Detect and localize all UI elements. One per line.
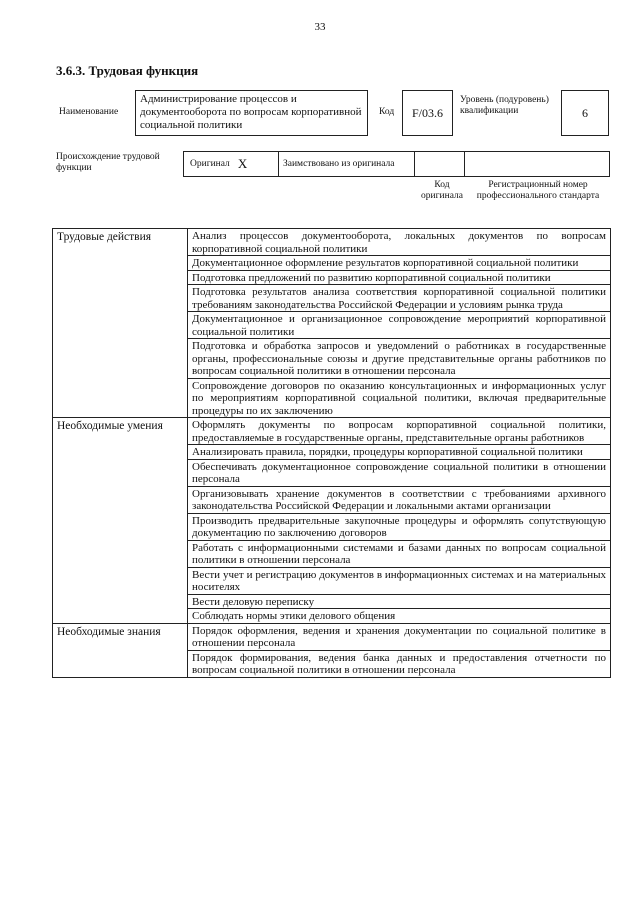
code-label: Код <box>379 107 395 117</box>
item-cell: Соблюдать нормы этики делового общения <box>188 609 611 624</box>
category-cell: Трудовые действия <box>53 229 188 418</box>
item-cell: Подготовка результатов анализа соответствия корпоративной социальной политики требованиям законодательства Российской Федерации и условиям рынка труда <box>188 285 611 312</box>
item-cell: Анализировать правила, порядки, процедуры корпоративной социальной политики <box>188 445 611 460</box>
item-cell: Подготовка предложений по развитию корпоративной социальной политики <box>188 270 611 285</box>
category-cell: Необходимые знания <box>53 623 188 677</box>
category-cell: Необходимые умения <box>53 418 188 624</box>
item-cell: Оформлять документы по вопросам корпоративной социальной политики, предоставляемые в государственные органы, представительные органы работников <box>188 418 611 445</box>
table-row <box>53 229 611 256</box>
level-value: 6 <box>582 105 588 120</box>
original-label: Оригинал <box>190 159 230 169</box>
code-value-box <box>402 90 453 136</box>
page-number: 33 <box>314 21 326 33</box>
item-cell: Анализ процессов документооборота, локальных документов по вопросам корпоративной социальной политики <box>188 229 611 256</box>
item-cell: Порядок оформления, ведения и хранения документации по социальной политике в отношении персонала <box>188 623 611 650</box>
item-cell: Документационное оформление результатов корпоративной социальной политики <box>188 256 611 271</box>
item-cell: Подготовка и обработка запросов и уведомлений о работниках в государственные органы, профессиональные союзы и другие представительные органы работников по вопросам социальной политики в отношении персонала <box>188 339 611 379</box>
item-cell: Сопровождение договоров по оказанию консультационных и информационных услуг по мероприятиям корпоративной социальной политики, включая предварительные процедуры по их заключению <box>188 378 611 418</box>
origin-row <box>183 151 610 177</box>
table-row <box>53 623 611 650</box>
table-row <box>53 418 611 445</box>
level-label: Уровень (подуровень) квалификации <box>460 95 549 116</box>
code-original-label: Код оригинала <box>421 180 463 201</box>
level-value-box <box>561 90 609 136</box>
original-mark: X <box>237 156 248 171</box>
borrowed-label: Заимствовано из оригинала <box>283 159 395 169</box>
item-cell: Вести учет и регистрацию документов в информационных системах и на материальных носителях <box>188 567 611 594</box>
section-title: 3.6.3. Трудовая функция <box>56 63 199 78</box>
function-table <box>52 228 611 678</box>
origin-code-cell <box>415 151 465 177</box>
name-label: Наименование <box>59 107 119 117</box>
origin-original-cell <box>183 151 279 177</box>
origin-reg-number-cell <box>465 151 610 177</box>
item-cell: Работать с информационными системами и базами данных по вопросам социальной политики в отношении персонала <box>188 540 611 567</box>
item-cell: Порядок формирования, ведения банка данных и предоставления отчетности по вопросам социальной политики в отношении персонала <box>188 650 611 677</box>
name-value-box: Администрирование процессов и документооборота по вопросам корпоративной социальной политики <box>135 90 368 136</box>
item-cell: Обеспечивать документационное сопровождение социальной политики в отношении персонала <box>188 459 611 486</box>
origin-borrowed-cell <box>279 151 415 177</box>
item-cell: Вести деловую переписку <box>188 594 611 609</box>
reg-number-label: Регистрационный номер профессионального стандарта <box>476 180 600 201</box>
function-table-body <box>53 229 611 678</box>
item-cell: Документационное и организационное сопровождение мероприятий корпоративной социальной политики <box>188 312 611 339</box>
item-cell: Организовывать хранение документов в соответствии с требованиями архивного законодательства Российской Федерации и локальными актами организации <box>188 486 611 513</box>
item-cell: Производить предварительные закупочные процедуры и оформлять сопутствующую документацию по заключению договоров <box>188 513 611 540</box>
origin-label: Происхождение трудовой функции <box>56 152 160 173</box>
code-value: F/03.6 <box>411 105 443 120</box>
